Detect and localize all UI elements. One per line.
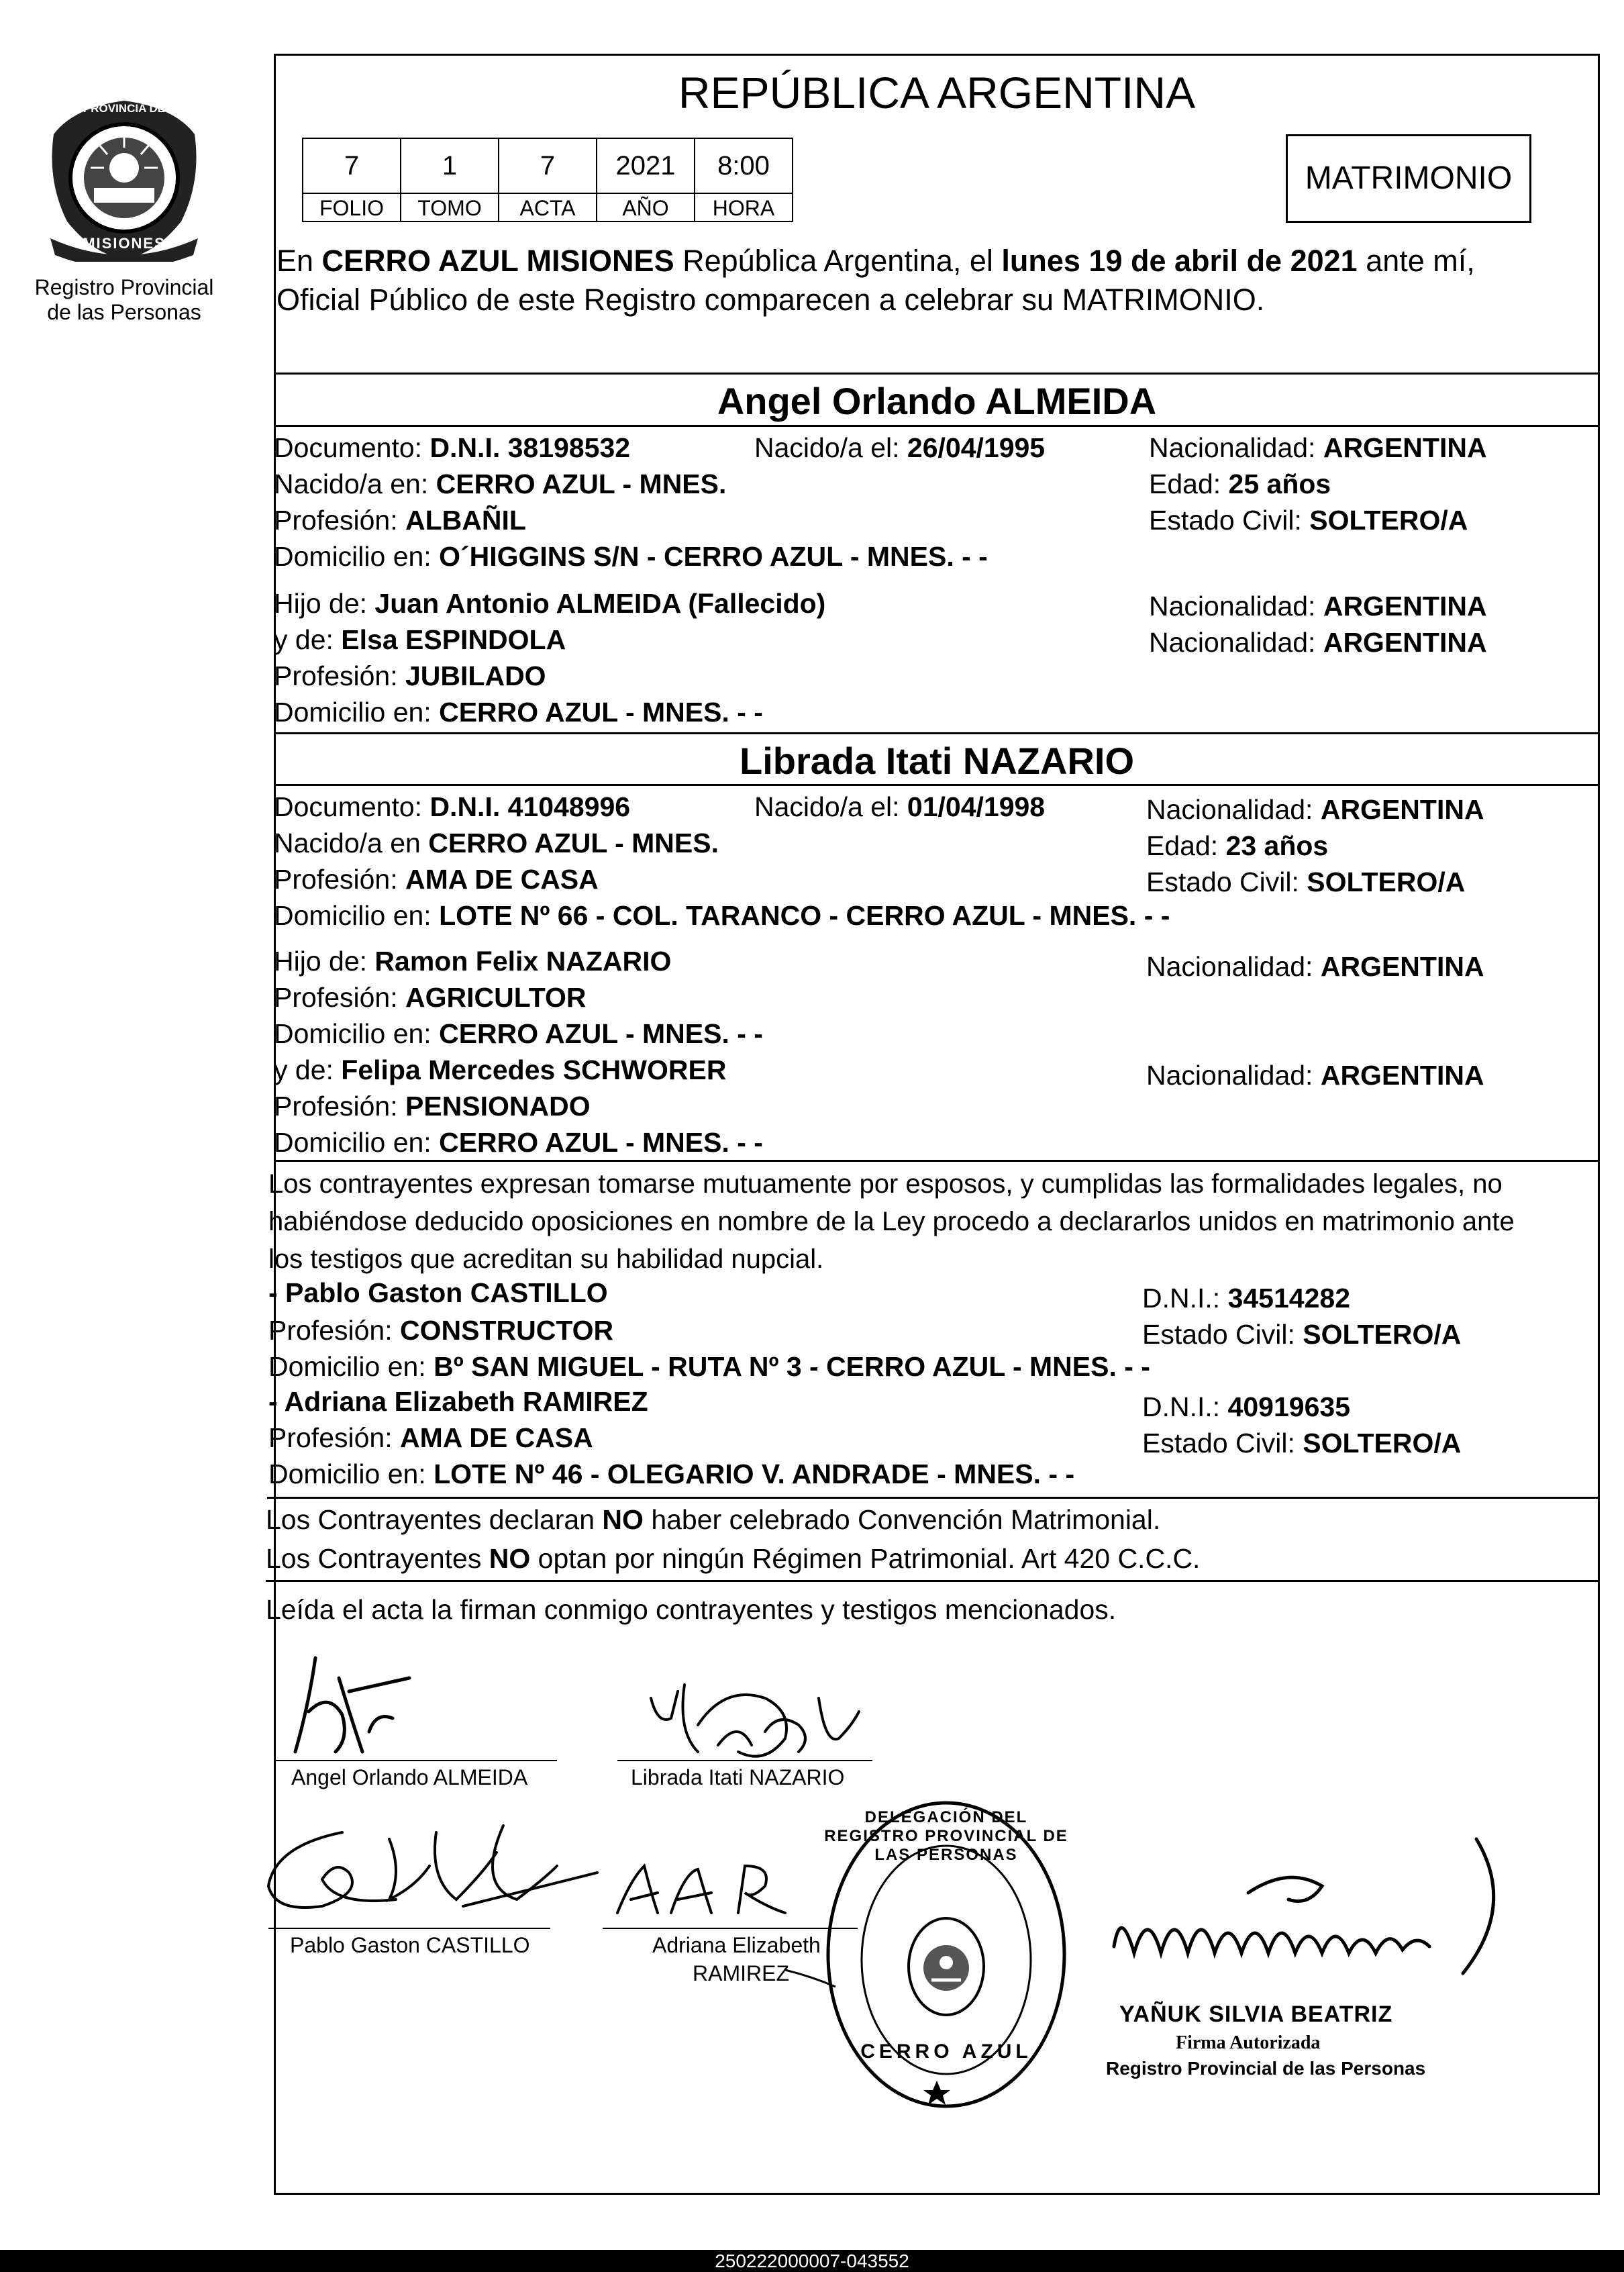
witness2-name: - Adriana Elizabeth RAMIREZ (268, 1386, 648, 1417)
bride-father-address: Domicilio en: CERRO AZUL - MNES. - - (274, 1018, 763, 1049)
official-name: YAÑUK SILVIA BEATRIZ (1119, 2002, 1393, 2027)
groom-document: Documento: D.N.I. 38198532 (274, 432, 631, 463)
footer-bar (0, 2250, 1624, 2272)
logo-caption-line1: Registro Provincial (34, 275, 214, 299)
bride-nationality: Nacionalidad: ARGENTINA (1146, 794, 1484, 825)
tomo-value: 1 (400, 138, 499, 194)
registry-logo (40, 87, 208, 262)
witness2-address: Domicilio en: LOTE Nº 46 - OLEGARIO V. ANDRADE - MNES. - - (268, 1459, 1075, 1489)
page-title: REPÚBLICA ARGENTINA (678, 68, 1196, 117)
record-type-box: MATRIMONIO (1286, 134, 1531, 223)
groom-parent-profession: Profesión: JUBILADO (274, 660, 546, 691)
footer-code: 250222000007-043552 (715, 2251, 909, 2271)
bride-birth-date: Nacido/a el: 01/04/1998 (754, 791, 1046, 822)
year-value: 2021 (596, 138, 695, 194)
acta-label: ACTA (498, 193, 597, 222)
bride-mother-profession: Profesión: PENSIONADO (274, 1091, 591, 1122)
declaration-line2: habiéndose deducido oposiciones en nombre de la Ley procedo a declararlos unidos en matrimonio ante (268, 1207, 1515, 1236)
groom-father: Hijo de: Juan Antonio ALMEIDA (Fallecido) (274, 588, 826, 619)
stamp-inner-text: CERRO AZUL (860, 2040, 1032, 2063)
witness2-dni: D.N.I.: 40919635 (1142, 1391, 1350, 1422)
seal-bottom-text: MISIONES (83, 235, 166, 252)
witness1-name: - Pablo Gaston CASTILLO (268, 1277, 608, 1308)
groom-signature-icon (268, 1651, 436, 1765)
folio-label: FOLIO (302, 193, 401, 222)
signature-line (603, 1928, 858, 1929)
groom-name-heading: Angel Orlando ALMEIDA (717, 380, 1157, 422)
bride-mother: y de: Felipa Mercedes SCHWORER (274, 1054, 727, 1085)
intro-line2: Oficial Público de este Registro comparecen a celebrar su MATRIMONIO. (276, 283, 1265, 317)
official-stamp (824, 1799, 1068, 2110)
bride-mother-address: Domicilio en: CERRO AZUL - MNES. - - (274, 1127, 763, 1158)
groom-birth-date: Nacido/a el: 26/04/1995 (754, 432, 1046, 463)
witness1-dni: D.N.I.: 34514282 (1142, 1283, 1350, 1314)
witness2-civil-status: Estado Civil: SOLTERO/A (1142, 1428, 1462, 1459)
regime-statement: Los Contrayentes NO optan por ningún Régimen Patrimonial. Art 420 C.C.C. (266, 1543, 1201, 1574)
bride-father-profession: Profesión: AGRICULTOR (274, 982, 587, 1013)
seal-top-text: PROVINCIA DE (83, 102, 166, 115)
groom-mother: y de: Elsa ESPINDOLA (274, 624, 566, 655)
hour-value: 8:00 (694, 138, 793, 194)
declaration-line1: Los contrayentes expresan tomarse mutuamente por esposos, y cumplidas las formalidades legales, no (268, 1169, 1503, 1199)
bride-father-nationality: Nacionalidad: ARGENTINA (1146, 951, 1484, 982)
bride-address: Domicilio en: LOTE Nº 66 - COL. TARANCO - CERRO AZUL - MNES. - - (274, 900, 1170, 931)
official-signature-icon (1101, 1826, 1530, 1980)
witness1-signature-icon (262, 1812, 611, 1933)
signature-line (275, 1760, 557, 1761)
declaration-line3: los testigos que acreditan su habilidad nupcial. (268, 1244, 824, 1274)
groom-mother-nationality: Nacionalidad: ARGENTINA (1149, 627, 1487, 658)
hour-label: HORA (694, 193, 793, 222)
witness1-address: Domicilio en: Bº SAN MIGUEL - RUTA Nº 3 - CERRO AZUL - MNES. - - (268, 1351, 1150, 1382)
groom-parent-address: Domicilio en: CERRO AZUL - MNES. - - (274, 697, 763, 728)
groom-address: Domicilio en: O´HIGGINS S/N - CERRO AZUL - MNES. - - (274, 541, 988, 572)
intro-place: CERRO AZUL MISIONES (321, 244, 674, 278)
groom-signature-name: Angel Orlando ALMEIDA (291, 1765, 528, 1789)
logo-caption-line2: de las Personas (47, 299, 201, 324)
intro-text: República Argentina, el (674, 244, 1002, 278)
groom-age: Edad: 25 años (1149, 468, 1331, 499)
bride-document: Documento: D.N.I. 41048996 (274, 791, 631, 822)
witness2-signature-name-line2: RAMIREZ (693, 1961, 789, 1985)
stamp-ring-text: DELEGACIÓN DEL REGISTRO PROVINCIAL DE LAS PERSONAS (824, 1808, 1068, 1864)
bride-signature-icon (631, 1671, 886, 1772)
divider (274, 425, 1600, 427)
divider (274, 732, 1600, 734)
signature-line (268, 1928, 550, 1929)
witness1-civil-status: Estado Civil: SOLTERO/A (1142, 1319, 1462, 1350)
witness2-signature-name-line1: Adriana Elizabeth (652, 1933, 821, 1957)
intro-line1 (276, 246, 1475, 276)
bride-mother-nationality: Nacionalidad: ARGENTINA (1146, 1060, 1484, 1091)
bride-birthplace: Nacido/a en CERRO AZUL - MNES. (274, 828, 719, 858)
official-title: Firma Autorizada (1176, 2032, 1321, 2053)
witness1-signature-name: Pablo Gaston CASTILLO (290, 1933, 530, 1957)
folio-value: 7 (302, 138, 401, 194)
bride-signature-name: Librada Itati NAZARIO (631, 1765, 845, 1789)
bride-civil-status: Estado Civil: SOLTERO/A (1146, 867, 1466, 897)
divider (267, 1497, 1600, 1499)
bride-name-heading: Librada Itati NAZARIO (739, 740, 1135, 782)
acta-value: 7 (498, 138, 597, 194)
divider (266, 1580, 1600, 1582)
closing-statement: Leída el acta la firman conmigo contrayentes y testigos mencionados. (266, 1594, 1117, 1625)
divider (274, 784, 1600, 786)
groom-father-nationality: Nacionalidad: ARGENTINA (1149, 591, 1487, 622)
witness2-signature-icon (611, 1853, 799, 1926)
convention-statement: Los Contrayentes declaran NO haber celebrado Convención Matrimonial. (266, 1504, 1161, 1535)
intro-text: ante mí, (1357, 244, 1475, 278)
intro-text: En (276, 244, 322, 278)
logo-caption (13, 275, 235, 325)
bride-father: Hijo de: Ramon Felix NAZARIO (274, 946, 672, 977)
bride-age: Edad: 23 años (1146, 830, 1329, 861)
intro-date: lunes 19 de abril de 2021 (1001, 244, 1358, 278)
groom-birthplace: Nacido/a en: CERRO AZUL - MNES. (274, 468, 727, 499)
signature-line (617, 1760, 872, 1761)
groom-nationality: Nacionalidad: ARGENTINA (1149, 432, 1487, 463)
year-label: AÑO (596, 193, 695, 222)
groom-civil-status: Estado Civil: SOLTERO/A (1149, 505, 1468, 536)
divider (274, 373, 1600, 375)
tomo-label: TOMO (400, 193, 499, 222)
groom-profession: Profesión: ALBAÑIL (274, 505, 526, 536)
official-office: Registro Provincial de las Personas (1106, 2058, 1426, 2079)
divider (274, 1160, 1600, 1162)
bride-profession: Profesión: AMA DE CASA (274, 864, 599, 895)
reference-table (302, 138, 799, 222)
witness1-profession: Profesión: CONSTRUCTOR (268, 1315, 614, 1346)
witness2-profession: Profesión: AMA DE CASA (268, 1422, 593, 1453)
